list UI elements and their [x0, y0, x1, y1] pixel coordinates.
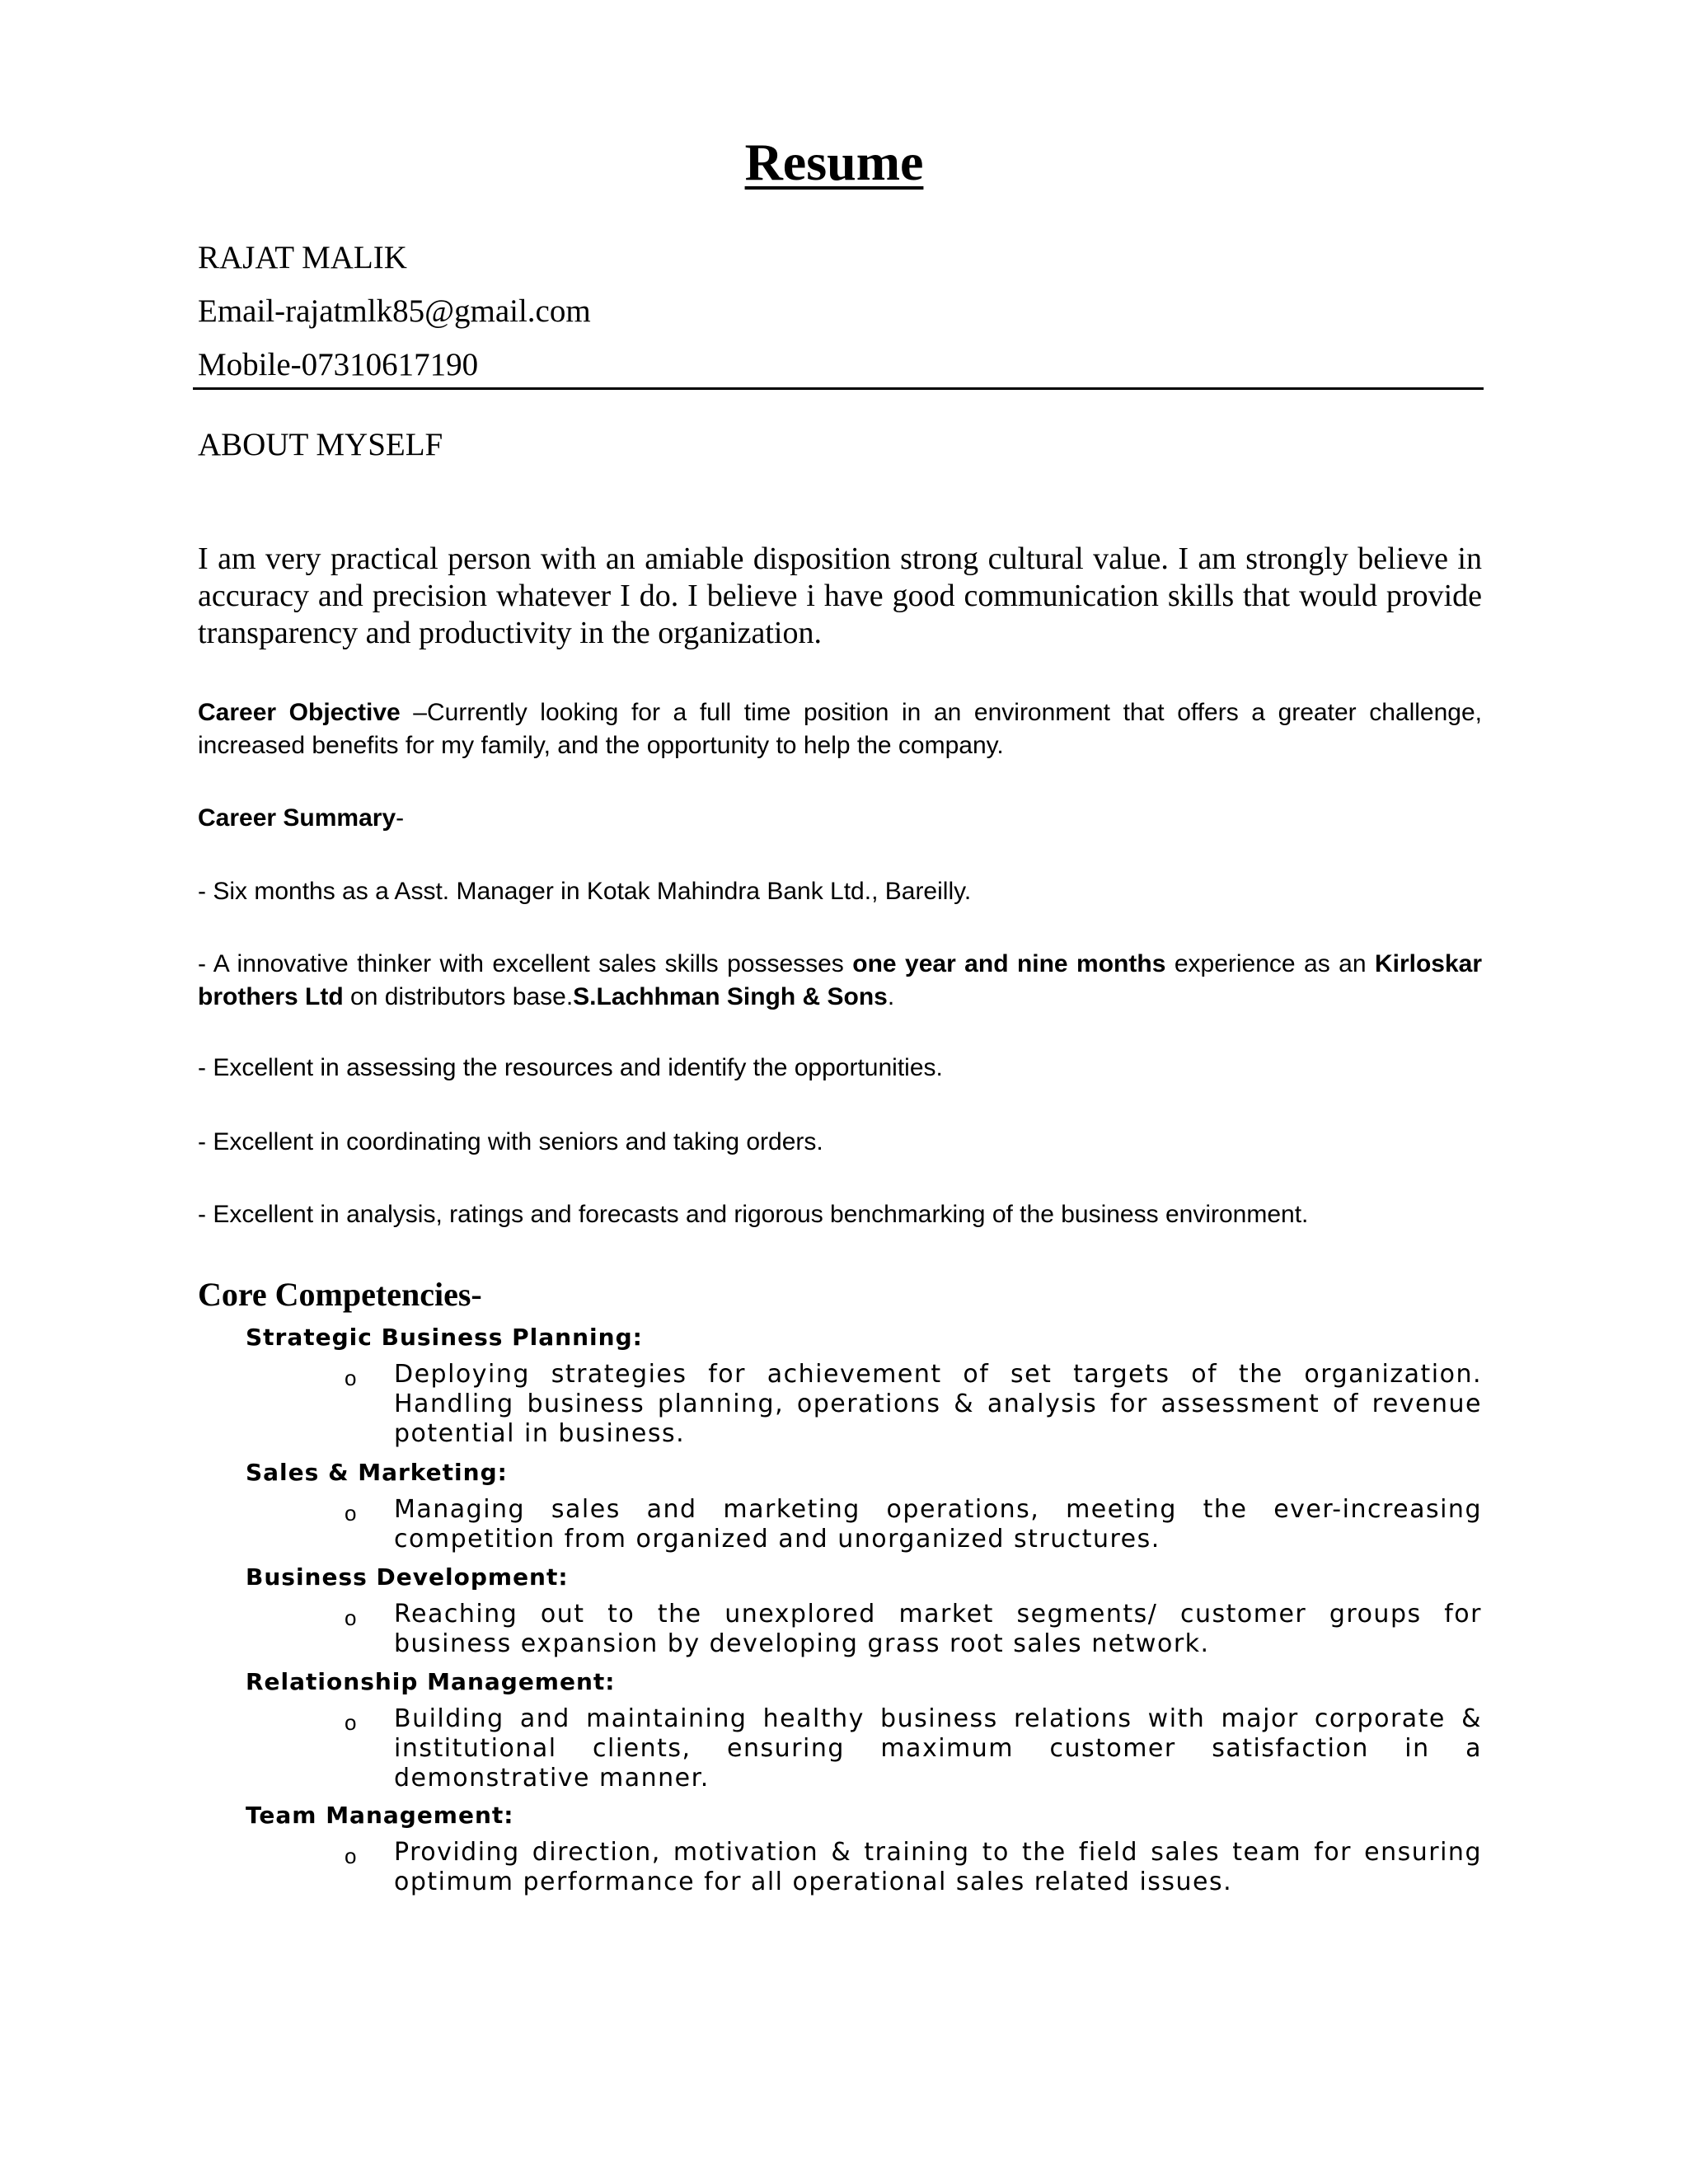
- career-summary-suffix: -: [396, 804, 405, 832]
- competency-heading: Sales & Marketing:: [246, 1459, 508, 1486]
- competency-heading: Team Management:: [246, 1802, 514, 1829]
- about-text: I am very practical person with an amiable disposition strong cultural value. I am strongly believe in accuracy and precision whatever I do. I believe i have good communication skills that would provide transparency and productivity in the organization.: [198, 541, 1482, 650]
- competency-text: Managing sales and marketing operations, meeting the ever-increasing competition from organized and unorganized structures.: [394, 1495, 1482, 1554]
- about-heading: ABOUT MYSELF: [198, 427, 443, 462]
- core-competencies-heading: Core Competencies-: [198, 1276, 482, 1313]
- bullet-marker: o: [345, 1605, 357, 1630]
- summary-item-4: - Excellent in coordinating with seniors and taking orders.: [198, 1128, 823, 1155]
- career-summary-label: Career Summary: [198, 804, 396, 832]
- summary-item-2-bold1: one year and nine months: [852, 950, 1166, 977]
- summary-item-2-part1: - A innovative thinker with excellent sales skills possesses: [198, 950, 853, 977]
- summary-item-2-part2: experience as an: [1165, 950, 1375, 977]
- page-title: Resume: [744, 133, 924, 191]
- competency-text: Providing direction, motivation & training to the field sales team for ensuring optimum performance for all operational sales related issues.: [394, 1838, 1482, 1896]
- competency-heading: Relationship Management:: [246, 1668, 616, 1695]
- bullet-marker: o: [345, 1710, 357, 1735]
- competency-text: Building and maintaining healthy business relations with major corporate & institutional clients, ensuring maximum customer satisfaction in a demonstrative manner.: [394, 1704, 1482, 1793]
- email-line: Email-rajatmlk85@gmail.com: [198, 293, 591, 329]
- summary-item-2-part3: on distributors base.: [343, 983, 574, 1010]
- competency-heading: Business Development:: [246, 1563, 569, 1591]
- career-summary-heading: [198, 802, 1482, 835]
- summary-item-2: [198, 948, 1482, 1014]
- summary-item-3: - Excellent in assessing the resources and identify the opportunities.: [198, 1054, 943, 1081]
- header-divider: [193, 387, 1484, 390]
- summary-item-1: - Six months as a Asst. Manager in Kotak Mahindra Bank Ltd., Bareilly.: [198, 878, 972, 905]
- bullet-marker: o: [345, 1844, 357, 1868]
- summary-item-2-part4: .: [887, 983, 895, 1010]
- summary-item-2-bold2: Kirloskar brothers Ltd: [198, 950, 1483, 1010]
- bullet-marker: o: [345, 1501, 357, 1526]
- career-objective-text: –Currently looking for a full time position in an environment that offers a greater challenge, increased benefits for my family, and the opportunity to help the company.: [198, 699, 1482, 759]
- summary-item-5: - Excellent in analysis, ratings and forecasts and rigorous benchmarking of the business environment.: [198, 1201, 1309, 1228]
- career-objective-label: Career Objective: [198, 699, 401, 726]
- mobile-line: Mobile-07310617190: [198, 347, 479, 382]
- candidate-name: RAJAT MALIK: [198, 240, 407, 275]
- competency-heading: Strategic Business Planning:: [246, 1324, 643, 1351]
- competency-text: Reaching out to the unexplored market segments/ customer groups for business expansion by developing grass root sales network.: [394, 1600, 1482, 1658]
- bullet-marker: o: [345, 1366, 357, 1390]
- career-objective: [198, 696, 1482, 762]
- competency-text: Deploying strategies for achievement of set targets of the organization. Handling business planning, operations & analysis for assessment of revenue potential in business.: [394, 1360, 1482, 1448]
- summary-item-2-bold3: S.Lachhman Singh & Sons: [573, 983, 888, 1010]
